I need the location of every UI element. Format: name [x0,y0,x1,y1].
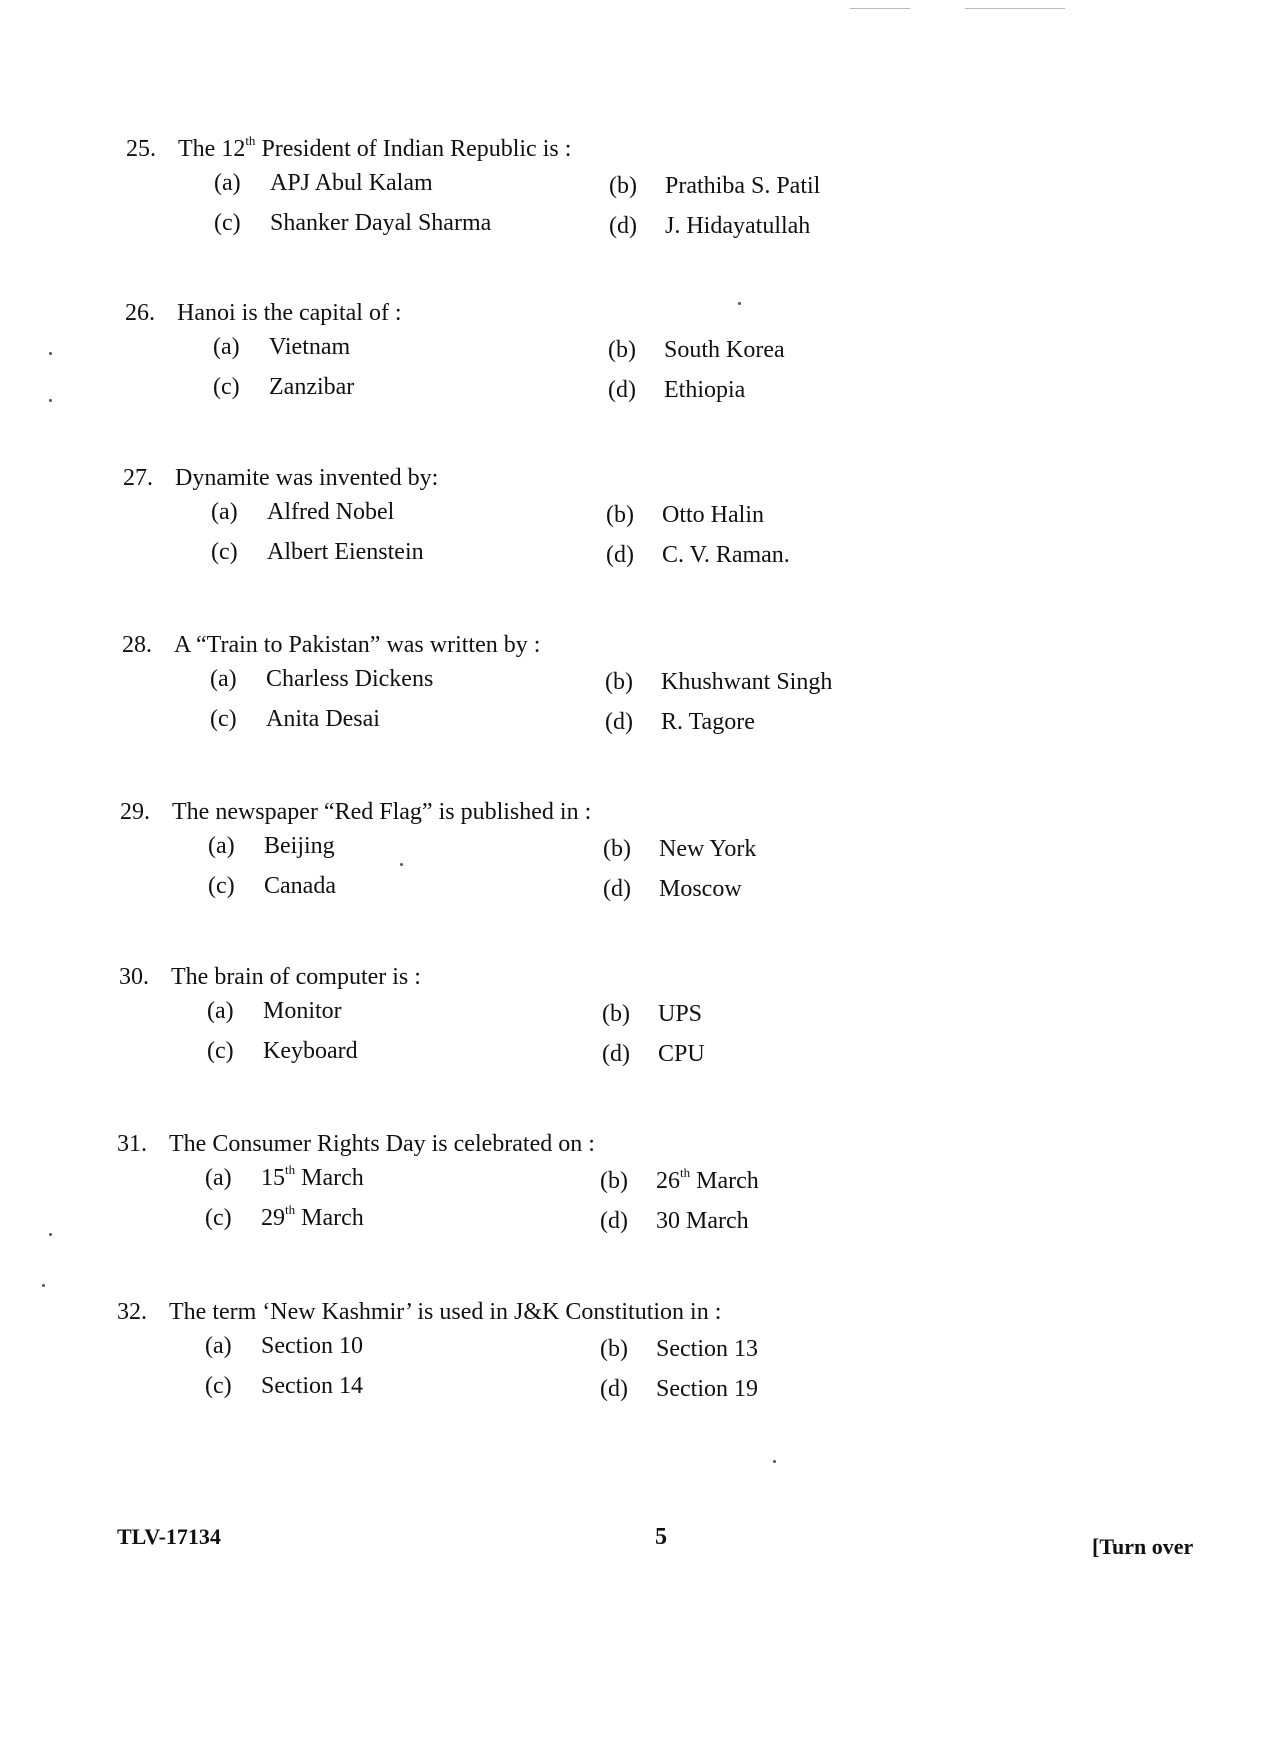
option-letter: (d) [606,542,634,568]
question-text-main: The newspaper “Red Flag” is published in : [172,799,592,825]
option-letter: (d) [602,1041,630,1067]
option-letter: (b) [606,502,634,528]
option-letter: (d) [603,876,631,902]
question-stem [125,298,1025,332]
option-letter: (a) [211,499,238,525]
ordinal-suffix: th [245,133,256,148]
option-letter: (a) [205,1165,232,1191]
option-letter: (d) [605,709,633,735]
option-row [123,537,1023,577]
option-text: UPS [658,1001,703,1027]
option-text [261,1203,364,1233]
option-letter: (c) [210,706,237,732]
option-text: Albert Eienstein [267,539,424,565]
option-letter: (a) [213,334,240,360]
option-letter: (d) [609,213,637,239]
option-text-rest: March [295,1165,364,1191]
option-letter: (a) [210,666,237,692]
question-text [174,630,540,660]
question-text-main: The brain of computer is : [171,964,421,990]
option-text: South Korea [664,337,785,363]
option-letter: (a) [214,170,241,196]
question-stem [123,463,1023,497]
question-stem [117,1129,1017,1163]
option-row [122,664,1022,704]
option-text: CPU [658,1041,705,1067]
option-letter: (c) [211,539,238,565]
option-text: C. V. Raman. [662,542,790,568]
option-row [126,168,1026,208]
scan-speck [49,352,52,355]
option-text: 30 March [656,1208,749,1234]
question-number: 28. [122,632,152,658]
ordinal-suffix: th [285,1162,296,1177]
option-row [117,1371,1017,1411]
page-number: 5 [655,1524,667,1550]
question-block [119,962,1019,1076]
question-text-rest: President of Indian Republic is : [255,136,572,162]
option-text [261,1163,364,1193]
ordinal-suffix: th [285,1202,296,1217]
question-stem [122,630,1022,664]
question-number: 29. [120,799,150,825]
option-letter: (d) [600,1376,628,1402]
question-block [117,1297,1017,1411]
question-number: 25. [126,136,156,162]
option-letter: (b) [608,337,636,363]
option-text: Otto Halin [662,502,764,528]
option-text: Section 13 [656,1336,758,1362]
question-text [171,962,421,992]
option-text: Section 19 [656,1376,758,1402]
question-block [126,134,1026,248]
option-row [125,372,1025,412]
question-text [172,797,591,827]
scan-speck [49,399,52,402]
turn-over-note: [Turn over [1092,1534,1194,1559]
question-text [178,134,571,164]
question-text [175,463,438,493]
option-letter: (a) [205,1333,232,1359]
option-row [117,1203,1017,1243]
question-text-main: The term ‘New Kashmir’ is used in J&K Constitution in : [169,1299,722,1325]
option-text: Beijing [264,833,335,859]
option-letter: (c) [205,1205,232,1231]
question-text-main: The Consumer Rights Day is celebrated on : [169,1131,595,1157]
option-row [119,1036,1019,1076]
question-stem [117,1297,1017,1331]
option-text: Zanzibar [269,374,355,400]
option-row [119,996,1019,1036]
option-text: J. Hidayatullah [665,213,811,239]
option-text-main: 29 [261,1205,285,1231]
option-letter: (a) [208,833,235,859]
option-row [122,704,1022,744]
scan-speck [42,1284,45,1287]
question-text-main: Dynamite was invented by: [175,465,439,491]
option-letter: (d) [600,1208,628,1234]
scan-mark [965,8,1065,9]
option-letter: (c) [207,1038,234,1064]
question-block [123,463,1023,577]
option-text: Section 14 [261,1373,363,1399]
scan-speck [773,1460,776,1463]
question-stem [120,797,1020,831]
option-row [120,831,1020,871]
scan-speck [400,863,403,866]
option-text-main: 15 [261,1165,285,1191]
question-text-main: Hanoi is the capital of : [177,300,402,326]
question-number: 27. [123,465,153,491]
option-text: Monitor [263,998,342,1024]
option-row [117,1331,1017,1371]
question-number: 32. [117,1299,147,1325]
question-text [177,298,402,328]
question-number: 26. [125,300,155,326]
option-letter: (c) [208,873,235,899]
option-letter: (b) [600,1336,628,1362]
question-text-main: A “Train to Pakistan” was written by : [174,632,541,658]
option-text: New York [659,836,757,862]
question-text-main: The 12 [178,136,246,162]
option-row [126,208,1026,248]
option-text: Prathiba S. Patil [665,173,821,199]
question-text [169,1129,595,1159]
question-block [125,298,1025,412]
question-block [120,797,1020,911]
option-letter: (c) [213,374,240,400]
option-row [123,497,1023,537]
option-letter: (c) [214,210,241,236]
option-text: Section 10 [261,1333,363,1359]
option-text: Ethiopia [664,377,746,403]
option-row [117,1163,1017,1203]
option-text: Shanker Dayal Sharma [270,210,492,236]
option-text [656,1166,759,1196]
option-text: Khushwant Singh [661,669,833,695]
option-text: Anita Desai [266,706,380,732]
scan-speck [49,1233,52,1236]
question-number: 31. [117,1131,147,1157]
option-row [125,332,1025,372]
option-text-rest: March [690,1168,759,1194]
option-text: Alfred Nobel [267,499,395,525]
option-letter: (c) [205,1373,232,1399]
scan-speck [738,302,741,305]
option-text: R. Tagore [661,709,755,735]
option-letter: (b) [600,1168,628,1194]
option-letter: (b) [602,1001,630,1027]
question-text [169,1297,721,1327]
paper-code: TLV-17134 [117,1524,221,1549]
question-block [122,630,1022,744]
option-text: Charless Dickens [266,666,434,692]
option-text-main: 26 [656,1168,680,1194]
option-text: Vietnam [269,334,351,360]
option-letter: (d) [608,377,636,403]
ordinal-suffix: th [680,1165,691,1180]
option-letter: (b) [609,173,637,199]
option-text-rest: March [295,1205,364,1231]
question-number: 30. [119,964,149,990]
question-block [117,1129,1017,1243]
option-text: Keyboard [263,1038,358,1064]
option-text: Canada [264,873,336,899]
option-text: APJ Abul Kalam [270,170,433,196]
option-letter: (b) [603,836,631,862]
option-letter: (a) [207,998,234,1024]
question-stem [126,134,1026,168]
scan-mark [850,8,910,9]
option-letter: (b) [605,669,633,695]
question-stem [119,962,1019,996]
option-row [120,871,1020,911]
option-text: Moscow [659,876,742,902]
